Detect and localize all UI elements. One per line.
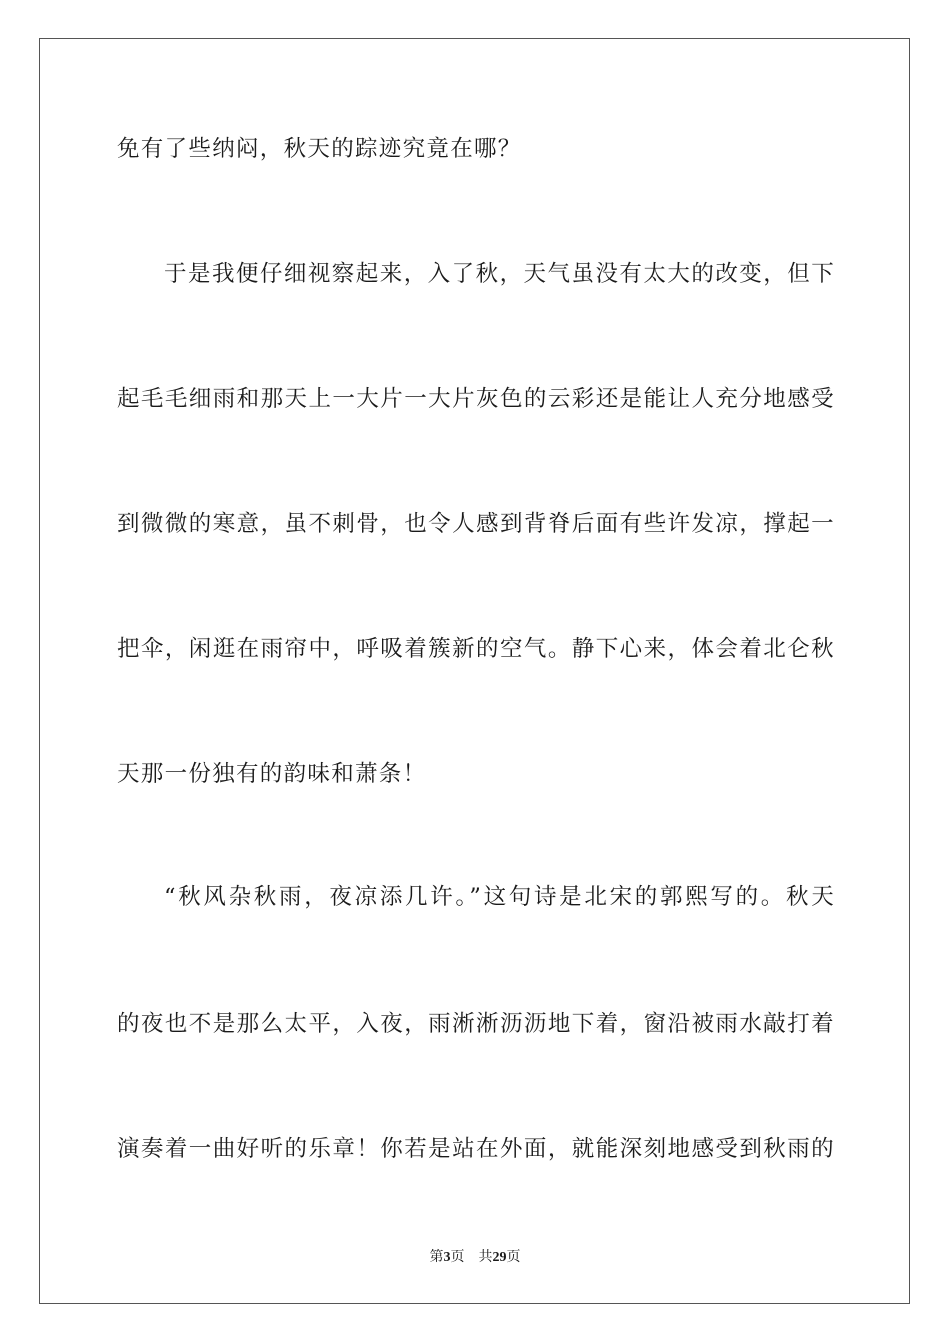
text-line-7: “秋风杂秋雨，夜凉添几许。”这句诗是北宋的郭熙写的。秋天 [164,884,835,910]
text-line-8: 的夜也不是那么太平，入夜，雨淅淅沥沥地下着，窗沿被雨水敲打着 [117,1011,835,1037]
text-line-9: 演奏着一曲好听的乐章！你若是站在外面，就能深刻地感受到秋雨的 [117,1136,835,1162]
text-line-3: 起毛毛细雨和那天上一大片一大片灰色的云彩还是能让人充分地感受 [117,386,835,412]
text-line-2: 于是我便仔细视察起来，入了秋，天气虽没有太大的改变，但下 [164,261,835,287]
footer-page-prefix: 第 [429,1249,444,1265]
text-line-1: 免有了些纳闷，秋天的踪迹究竟在哪？ [117,136,522,162]
footer-total-pages: 29 [492,1250,507,1265]
footer-total-prefix: 共 [478,1249,493,1265]
footer-page-number: 3 [443,1250,451,1265]
page-footer [0,1248,950,1267]
text-line-5: 把伞，闲逛在雨帘中，呼吸着簇新的空气。静下心来，体会着北仑秋 [117,636,835,662]
footer-total-suffix: 页 [506,1249,521,1265]
text-line-4: 到微微的寒意，虽不刺骨，也令人感到背脊后面有些许发凉，撑起一 [117,511,835,537]
text-line-6: 天那一份独有的韵味和萧条！ [117,761,427,787]
page-border [39,38,910,1304]
footer-page-suffix: 页 [450,1249,465,1265]
